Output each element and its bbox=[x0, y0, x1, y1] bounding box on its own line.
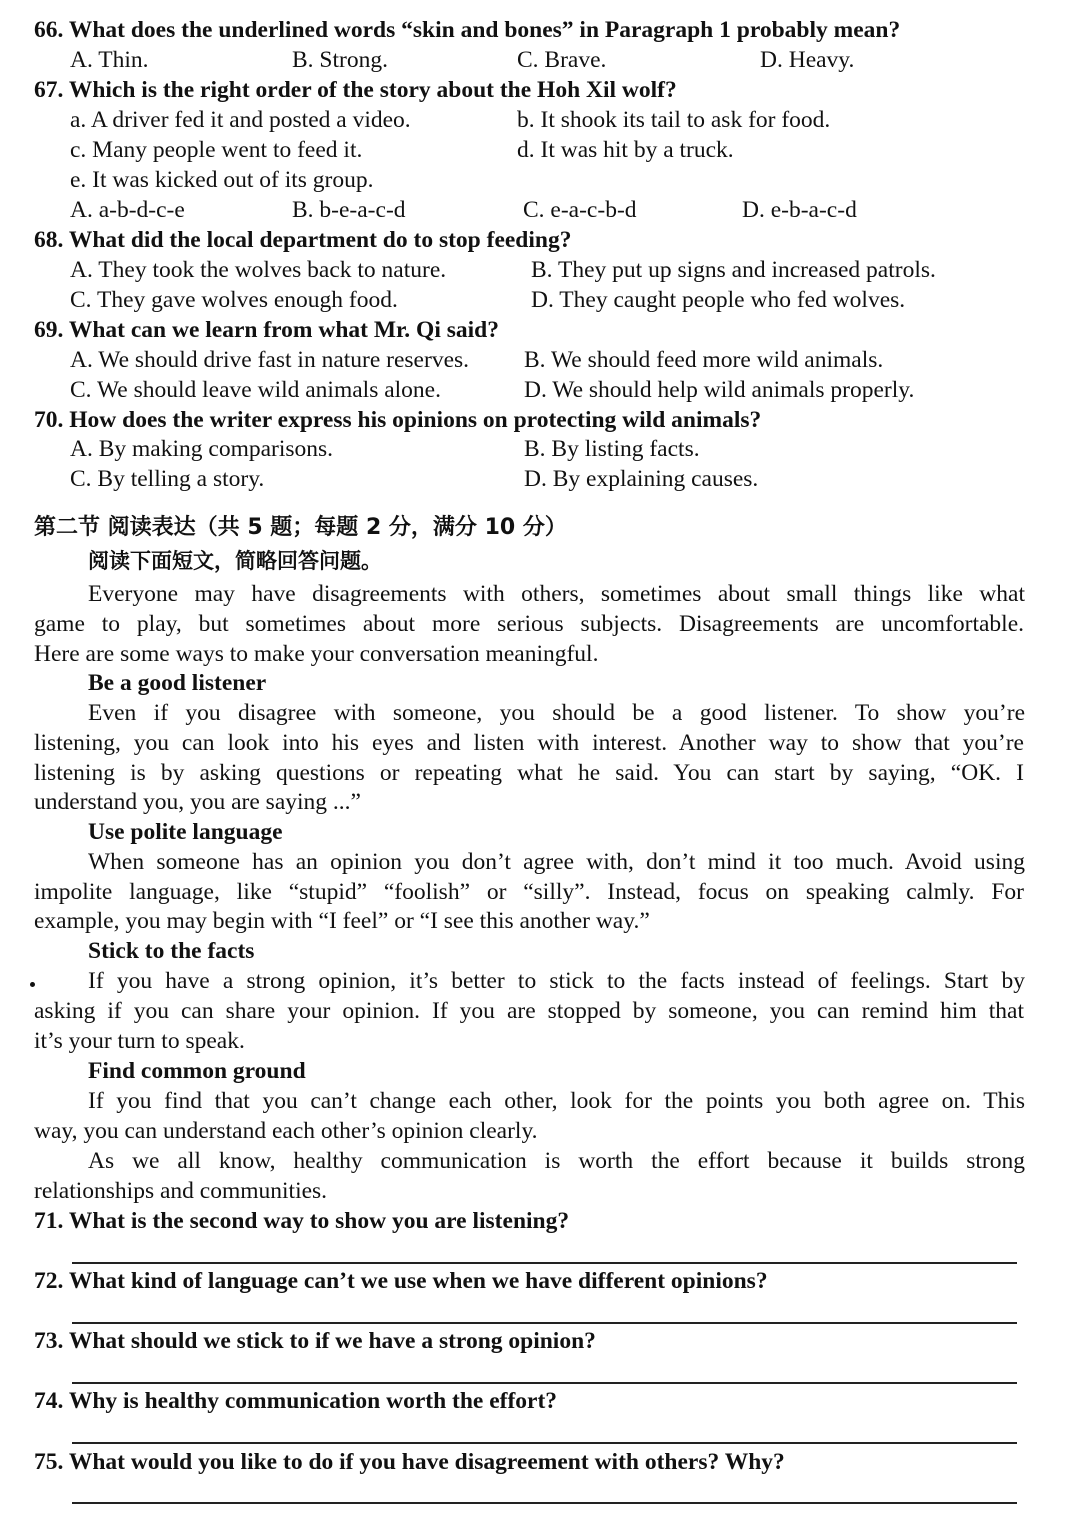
subheading-polite-language: Use polite language bbox=[88, 819, 283, 845]
answer-line-71[interactable] bbox=[72, 1262, 1017, 1264]
question-70-option-c: C. By telling a story. bbox=[70, 466, 265, 492]
answer-line-73[interactable] bbox=[72, 1382, 1017, 1384]
question-67-stem: 67. Which is the right order of the story about the Hoh Xil wolf? bbox=[34, 77, 677, 103]
question-66-stem: 66. What does the underlined words “skin and bones” in Paragraph 1 probably mean? bbox=[34, 17, 901, 43]
subheading-good-listener: Be a good listener bbox=[88, 670, 267, 696]
section-instruction: 阅读下面短文，简略回答问题。 bbox=[88, 549, 382, 573]
paragraph-3-line-3: it’s your turn to speak. bbox=[34, 1028, 245, 1054]
question-67-option-c: C. e-a-c-b-d bbox=[523, 197, 637, 223]
section-title: 第二节 阅读表达（共 5 题；每题 2 分，满分 10 分） bbox=[34, 515, 567, 540]
question-73: 73. What should we stick to if we have a strong opinion? bbox=[34, 1328, 596, 1354]
paragraph-4-line-1: If you find that you can’t change each other, look for the points you both agree on. This bbox=[88, 1088, 1025, 1114]
paragraph-5-line-1: As we all know, healthy communication is worth the effort because it builds strong bbox=[88, 1148, 1025, 1174]
paragraph-5-line-2: relationships and communities. bbox=[34, 1178, 328, 1204]
paragraph-1-line-2: listening, you can look into his eyes and listen with interest. Another way to show that you’re bbox=[34, 730, 1024, 756]
question-70-option-b: B. By listing facts. bbox=[524, 436, 700, 462]
paragraph-4-line-2: way, you can understand each other’s opinion clearly. bbox=[34, 1118, 538, 1144]
question-68-option-b: B. They put up signs and increased patrols. bbox=[531, 257, 936, 283]
subheading-common-ground: Find common ground bbox=[88, 1058, 306, 1084]
question-66-option-c: C. Brave. bbox=[517, 47, 607, 73]
paragraph-2-line-1: When someone has an opinion you don’t agree with, don’t mind it too much. Avoid using bbox=[88, 849, 1025, 875]
answer-line-72[interactable] bbox=[72, 1322, 1017, 1324]
paragraph-3-line-2: asking if you can share your opinion. If you are stopped by someone, you can remind him that bbox=[34, 998, 1024, 1024]
question-68-stem: 68. What did the local department do to stop feeding? bbox=[34, 227, 572, 253]
paragraph-3-line-1: If you have a strong opinion, it’s better to stick to the facts instead of feelings. Start by bbox=[88, 968, 1025, 994]
passage-intro-line-1: Everyone may have disagreements with others, sometimes about small things like what bbox=[88, 581, 1025, 607]
question-74: 74. Why is healthy communication worth the effort? bbox=[34, 1388, 558, 1414]
question-67-event-c: c. Many people went to feed it. bbox=[70, 137, 363, 163]
question-72: 72. What kind of language can’t we use when we have different opinions? bbox=[34, 1268, 768, 1294]
paragraph-2-line-2: impolite language, like “stupid” “foolish” or “silly”. Instead, focus on speaking calmly. For bbox=[34, 879, 1024, 905]
paragraph-1-line-1: Even if you disagree with someone, you should be a good listener. To show you’re bbox=[88, 700, 1025, 726]
question-70-option-a: A. By making comparisons. bbox=[70, 436, 334, 462]
question-69-option-d: D. We should help wild animals properly. bbox=[524, 377, 915, 403]
paragraph-2-line-3: example, you may begin with “I feel” or “I see this another way.” bbox=[34, 908, 650, 934]
question-69-option-a: A. We should drive fast in nature reserves. bbox=[70, 347, 470, 373]
question-75: 75. What would you like to do if you have disagreement with others? Why? bbox=[34, 1449, 785, 1475]
subheading-stick-to-facts: Stick to the facts bbox=[88, 938, 255, 964]
passage-intro-line-2: game to play, but sometimes about more serious subjects. Disagreements are uncomfortable. bbox=[34, 611, 1024, 637]
paragraph-1-line-3: listening is by asking questions or repeating what he said. You can start by saying, “OK. I bbox=[34, 760, 1024, 786]
question-71: 71. What is the second way to show you are listening? bbox=[34, 1208, 570, 1234]
question-69-stem: 69. What can we learn from what Mr. Qi said? bbox=[34, 317, 499, 343]
question-66-option-d: D. Heavy. bbox=[760, 47, 855, 73]
question-67-event-d: d. It was hit by a truck. bbox=[517, 137, 734, 163]
question-69-option-b: B. We should feed more wild animals. bbox=[524, 347, 884, 373]
question-67-option-d: D. e-b-a-c-d bbox=[742, 197, 857, 223]
answer-line-75[interactable] bbox=[72, 1502, 1017, 1504]
question-70-stem: 70. How does the writer express his opinions on protecting wild animals? bbox=[34, 407, 762, 433]
question-67-event-e: e. It was kicked out of its group. bbox=[70, 167, 374, 193]
stray-dot bbox=[30, 982, 35, 987]
question-66-option-b: B. Strong. bbox=[292, 47, 388, 73]
question-70-option-d: D. By explaining causes. bbox=[524, 466, 759, 492]
question-67-event-b: b. It shook its tail to ask for food. bbox=[517, 107, 831, 133]
paragraph-1-line-4: understand you, you are saying ...” bbox=[34, 789, 361, 815]
question-67-event-a: a. A driver fed it and posted a video. bbox=[70, 107, 411, 133]
question-68-option-d: D. They caught people who fed wolves. bbox=[531, 287, 906, 313]
answer-line-74[interactable] bbox=[72, 1442, 1017, 1444]
question-67-option-b: B. b-e-a-c-d bbox=[292, 197, 406, 223]
question-68-option-a: A. They took the wolves back to nature. bbox=[70, 257, 447, 283]
question-68-option-c: C. They gave wolves enough food. bbox=[70, 287, 398, 313]
question-69-option-c: C. We should leave wild animals alone. bbox=[70, 377, 441, 403]
question-66-option-a: A. Thin. bbox=[70, 47, 149, 73]
question-67-option-a: A. a-b-d-c-e bbox=[70, 197, 185, 223]
passage-intro-line-3: Here are some ways to make your conversation meaningful. bbox=[34, 641, 599, 667]
